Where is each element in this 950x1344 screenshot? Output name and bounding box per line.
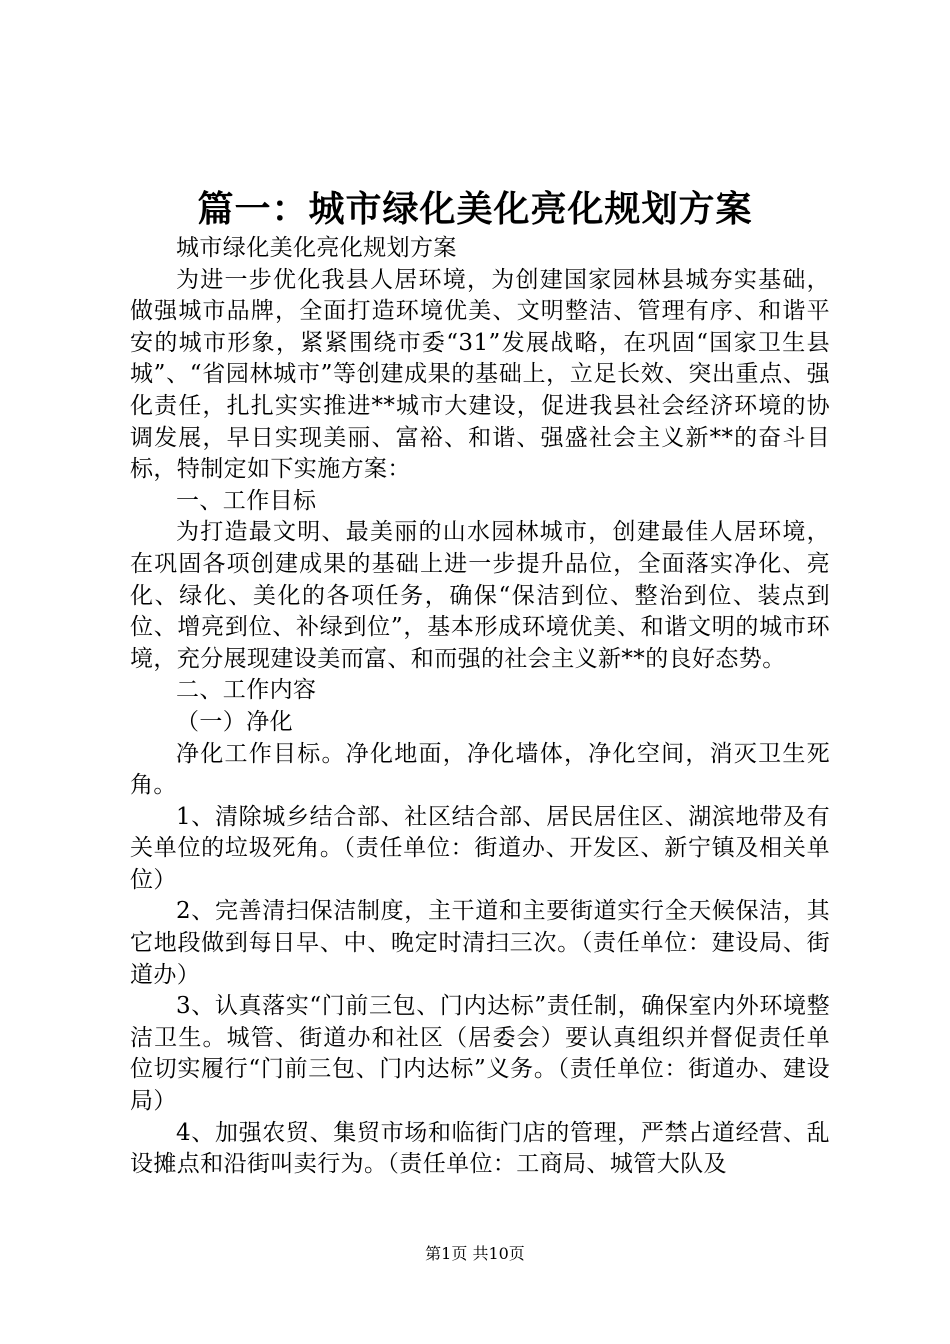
list-item-2: 2、完善清扫保洁制度，主干道和主要街道实行全天候保洁，其它地段做到每日早、中、晚定时清扫三次。（责任单位：建设局、街道办） (130, 898, 830, 988)
list-item-3: 3、认真落实“门前三包、门内达标”责任制，确保室内外环境整洁卫生。城管、街道办和社区（居委会）要认真组织并督促责任单位切实履行“门前三包、门内达标”义务。（责任单位：街道办、建设局） (130, 993, 830, 1115)
subsection-heading-purification: （一）净化 (176, 708, 293, 735)
page-footer: 第1页 共10页 (425, 1244, 525, 1263)
paragraph-goals: 为打造最文明、最美丽的山水园林城市，创建最佳人居环境，在巩固各项创建成果的基础上进一步提升品位，全面落实净化、亮化、绿化、美化的各项任务，确保“保洁到位、整治到位、装点到位、增亮到位、补绿到位”，基本形成环境优美、和谐文明的城市环境，充分展现建设美而富、和而强的社会主义新**的良好态势。 (130, 519, 830, 672)
document-title: 篇一：城市绿化美化亮化规划方案 (197, 188, 753, 230)
section-heading-goals: 一、工作目标 (176, 487, 317, 514)
list-item-1: 1、清除城乡结合部、社区结合部、居民居住区、湖滨地带及有关单位的垃圾死角。（责任单位：街道办、开发区、新宁镇及相关单位） (130, 803, 830, 893)
paragraph-subtitle: 城市绿化美化亮化规划方案 (176, 235, 457, 261)
list-item-4: 4、加强农贸、集贸市场和临街门店的管理，严禁占道经营、乱设摊点和沿街叫卖行为。（责任单位：工商局、城管大队及 (130, 1119, 830, 1178)
paragraph-intro: 为进一步优化我县人居环境，为创建国家园林县城夯实基础，做强城市品牌，全面打造环境优美、文明整洁、管理有序、和谐平安的城市形象，紧紧围绕市委“31”发展战略，在巩固“国家卫生县城”、“省园林城市”等创建成果的基础上，立足长效、突出重点、强化责任，扎扎实实推进**城市大建设，促进我县社会经济环境的协调发展，早日实现美丽、富裕、和谐、强盛社会主义新**的奋斗目标，特制定如下实施方案： (130, 266, 830, 483)
section-heading-content: 二、工作内容 (176, 677, 317, 704)
paragraph-purification-goal: 净化工作目标。净化地面，净化墙体，净化空间，消灭卫生死角。 (130, 740, 830, 799)
document-body (130, 233, 830, 1181)
